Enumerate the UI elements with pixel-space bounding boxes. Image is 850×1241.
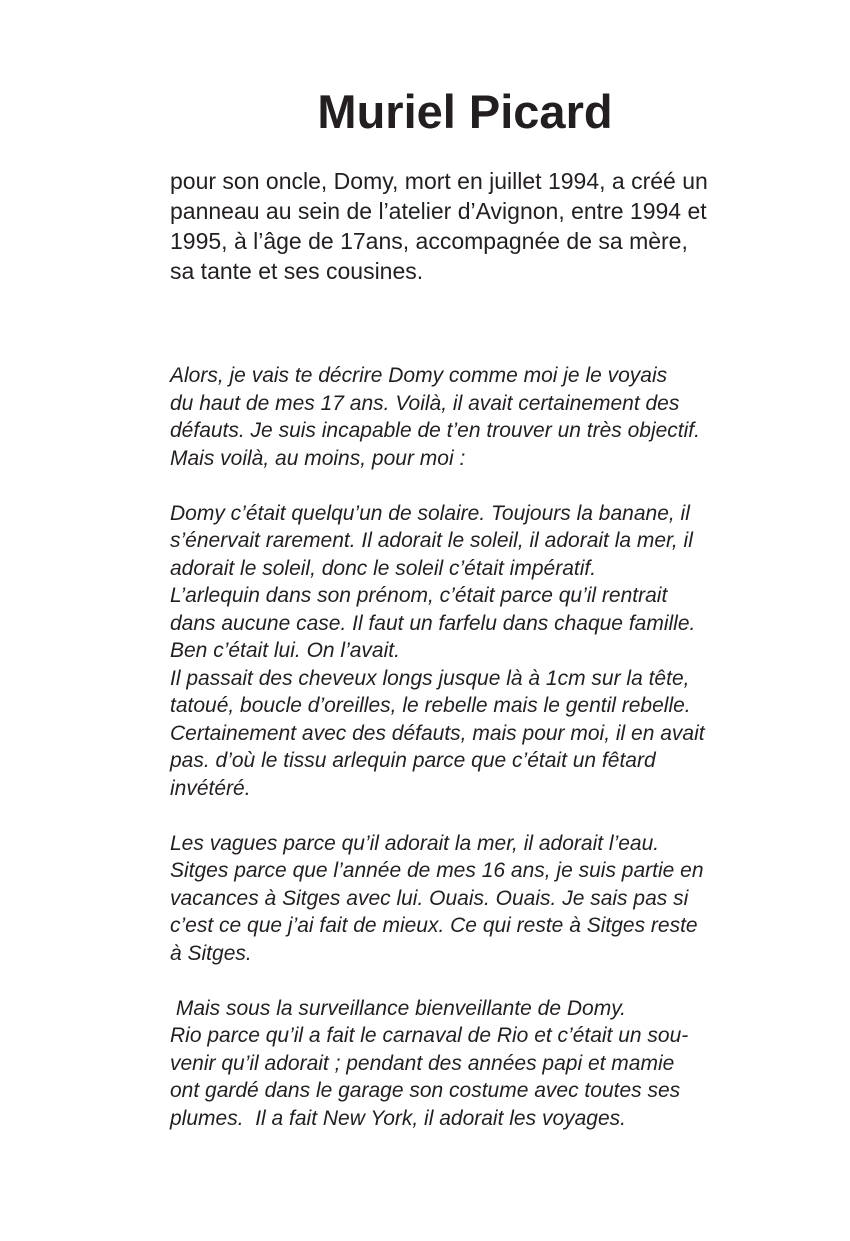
intro-line: pour son oncle, Domy, mort en juillet 1994, a créé un <box>170 168 708 194</box>
testimony-line: défauts. Je suis incapable de t’en trouver un très objectif. <box>170 419 700 442</box>
testimony-line: Certainement avec des défauts, mais pour moi, il en avait <box>170 721 705 745</box>
testimony-line: Mais sous la surveillance bienveillante de Domy. <box>170 996 626 1020</box>
testimony-line: invétéré. <box>170 776 251 800</box>
blank-line <box>170 472 770 500</box>
testimony-line: plumes. Il a fait New York, il adorait les voyages. <box>170 1106 626 1130</box>
testimony-line: Il passait des cheveux longs jusque là à 1cm sur la tête, <box>170 666 690 690</box>
testimony-line: tatoué, boucle d’oreilles, le rebelle mais le gentil rebelle. <box>170 694 691 717</box>
testimony-line: L’arlequin dans son prénom, c’était parce qu’il rentrait <box>170 584 668 607</box>
testimony-line: vacances à Sitges avec lui. Ouais. Ouais. Je sais pas si <box>170 886 689 910</box>
testimony-line: pas. d’où le tissu arlequin parce que c’était un fêtard <box>170 749 656 772</box>
testimony-line: Domy c’était quelqu’un de solaire. Toujours la banane, il <box>170 501 690 525</box>
testimony-line: Ben c’était lui. On l’avait. <box>170 639 400 662</box>
testimony-line: Alors, je vais te décrire Domy comme moi je le voyais <box>170 364 668 387</box>
testimony-line: venir qu’il adorait ; pendant des années papi et mamie <box>170 1051 675 1075</box>
intro-paragraph <box>170 166 770 286</box>
testimony-line: Les vagues parce qu’il adorait la mer, il adorait l’eau. <box>170 831 660 855</box>
testimony-line: ont gardé dans le garage son costume avec toutes ses <box>170 1079 681 1102</box>
testimony-line: adorait le soleil, donc le soleil c’était impératif. <box>170 556 597 580</box>
testimony-text <box>170 362 770 1132</box>
testimony-line: à Sitges. <box>170 941 252 965</box>
intro-line: panneau au sein de l’atelier d’Avignon, entre 1994 et <box>170 198 707 224</box>
testimony-line: du haut de mes 17 ans. Voilà, il avait certainement des <box>170 391 680 415</box>
testimony-line: s’énervait rarement. Il adorait le soleil, il adorait la mer, il <box>170 529 693 552</box>
testimony-line: c’est ce que j’ai fait de mieux. Ce qui reste à Sitges reste <box>170 914 698 937</box>
testimony-line: Mais voilà, au moins, pour moi : <box>170 446 466 470</box>
blank-line <box>170 967 770 995</box>
testimony-line: Rio parce qu’il a fait le carnaval de Rio et c’était un sou- <box>170 1024 689 1047</box>
page-title: Muriel Picard <box>317 85 613 138</box>
blank-line <box>170 802 770 830</box>
intro-line: 1995, à l’âge de 17ans, accompagnée de sa mère, <box>170 228 688 254</box>
intro-line: sa tante et ses cousines. <box>170 258 424 284</box>
testimony-line: Sitges parce que l’année de mes 16 ans, je suis partie en <box>170 859 704 882</box>
testimony-line: dans aucune case. Il faut un farfelu dans chaque famille. <box>170 611 696 635</box>
